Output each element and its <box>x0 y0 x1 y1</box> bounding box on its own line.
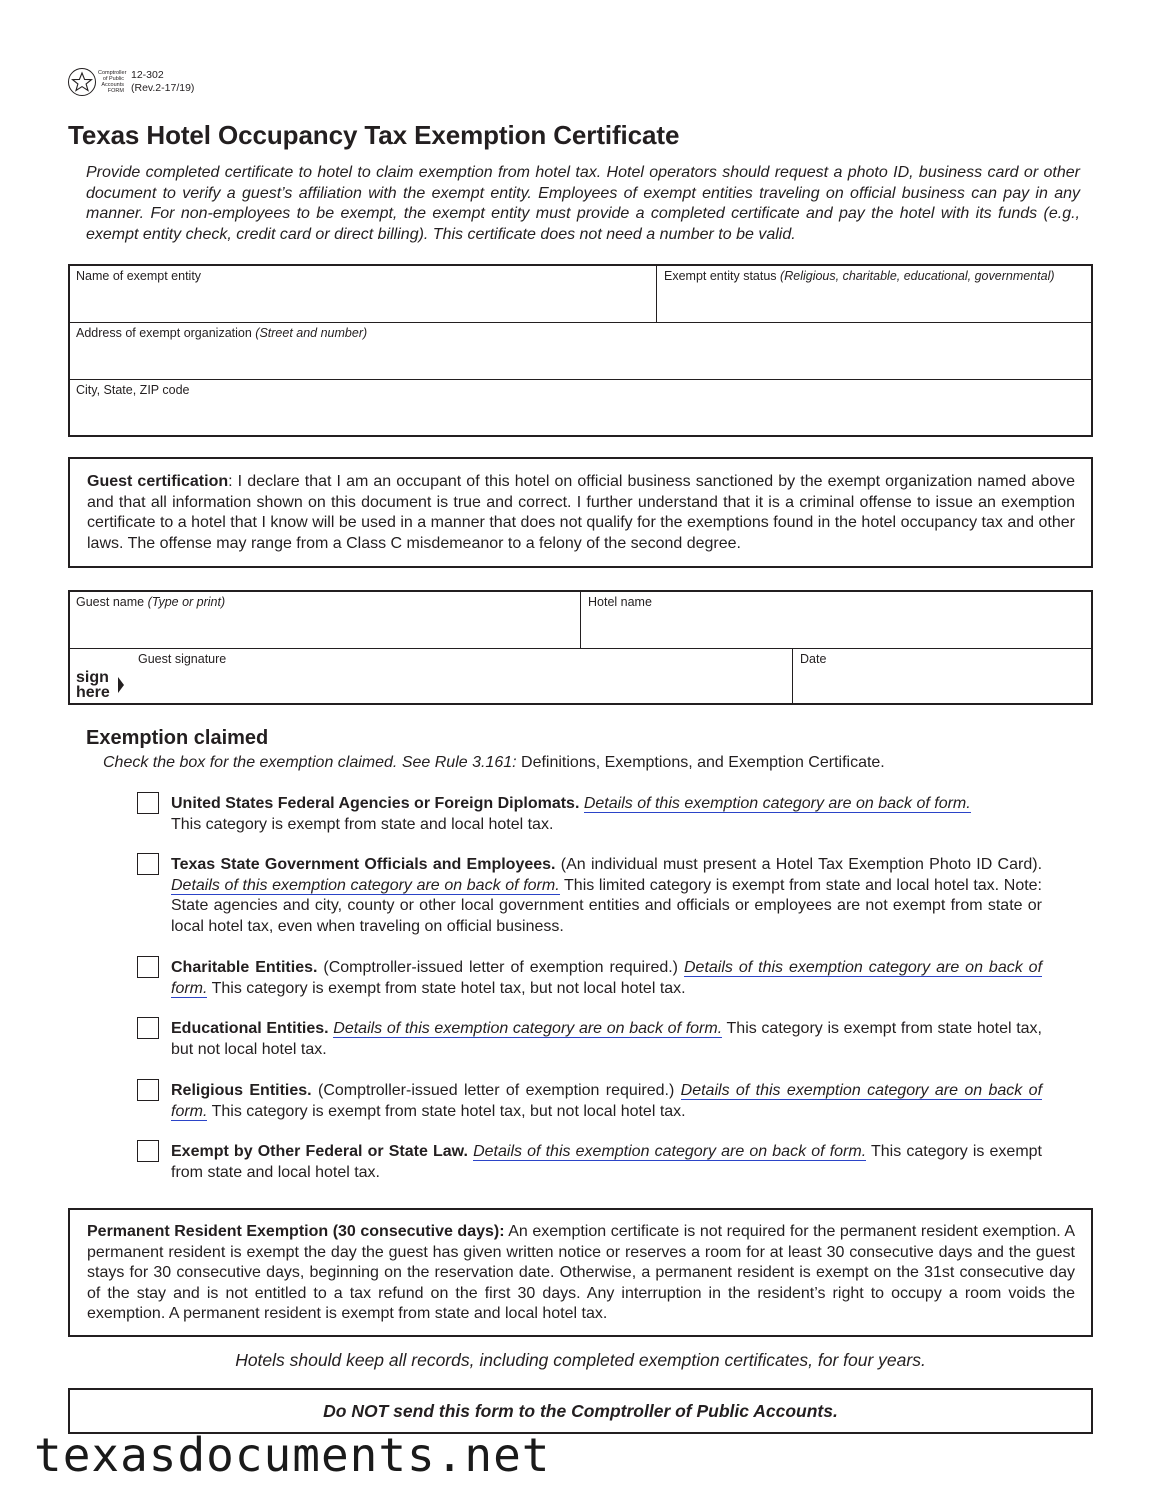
permanent-resident-text: An exemption certificate is not required for the permanent resident exemption. A permanent resident is exempt the day the guest has given written notice or reserves a room for at least 30 consecutive days and the guest stays for 30 consecutive days, beginning on the reservation date. Otherwise, a permanent resident is exempt on the 31st consecutive day of the stay and is not entitled to a tax refund on the first 30 days. Any interruption in the resident’s right to occupy a room voids the exemption. A permanent resident is exempt from state and local hotel tax. <box>87 1223 1076 1323</box>
watermark: texasdocuments.net <box>34 1428 551 1482</box>
sign-here-marker: sign here <box>76 669 110 701</box>
date-label: Date <box>800 652 827 666</box>
exemption-item-educational: Educational Entities. Details of this exemption category are on back of form. This category is exempt from state hotel tax, but not local hotel tax. <box>171 1020 1042 1058</box>
page-title: Texas Hotel Occupancy Tax Exemption Certificate <box>68 120 680 150</box>
exemption-checkbox-religious[interactable] <box>137 1079 159 1101</box>
do-not-send-notice: Do NOT send this form to the Comptroller of Public Accounts. <box>68 1388 1093 1434</box>
guest-certification-text: : I declare that I am an occupant of this hotel on official business sanctioned by the exempt organization named above and that all information shown on this document is true and correct. I further understand that it is a criminal offense to issue an exemption certificate to a hotel that I know will be used in a manner that does not qualify for the exemptions found in the hotel occupancy tax and other laws. The offense may range from a Class C misdemeanor to a felony of the second degree. <box>87 473 1075 552</box>
form-number-value: 12-302 <box>131 69 164 81</box>
details-link-texas-state[interactable]: Details of this exemption category are on back of form. <box>171 876 560 894</box>
exemption-item-texas-state: Texas State Government Officials and Employees. (An individual must present a Hotel Tax Exemption Photo ID Card). Details of this exemption category are on back of form. This limited category is exempt from state and local hotel tax. Note: State agencies and city, county or other local government entities and officials or employees are not exempt from state or local hotel tax, even when traveling on official business. <box>171 856 1043 935</box>
exempt-org-address-label: Address of exempt organization (Street and number) <box>76 326 368 340</box>
exempt-entity-name-field[interactable] <box>70 266 657 323</box>
guest-signature-field[interactable] <box>70 649 793 703</box>
form-number <box>131 69 194 95</box>
exemption-checkbox-charitable[interactable] <box>137 956 159 978</box>
details-link-religious[interactable]: Details of this exemption category are on back of form. <box>171 1082 1043 1120</box>
permanent-resident-heading: Permanent Resident Exemption (30 consecutive days): <box>87 1223 505 1240</box>
sign-here-arrow-icon <box>118 677 124 693</box>
exemption-checkbox-texas-state[interactable] <box>137 853 159 875</box>
exempt-org-address-field[interactable] <box>70 323 1091 380</box>
comptroller-seal-icon <box>68 68 96 96</box>
exemption-item-charitable: Charitable Entities. (Comptroller-issued letter of exemption required.) Details of this exemption category are on back of form. This category is exempt from state hotel tax, but not local hotel tax. <box>171 959 1043 997</box>
city-state-zip-label: City, State, ZIP code <box>76 383 190 397</box>
exemption-checkbox-other-law[interactable] <box>137 1140 159 1162</box>
exemption-item-religious: Religious Entities. (Comptroller-issued letter of exemption required.) Details of this exemption category are on back of form. This category is exempt from state hotel tax, but not local hotel tax. <box>171 1082 1043 1120</box>
exemption-item-other-law: Exempt by Other Federal or State Law. Details of this exemption category are on back of form. This category is exempt from state and local hotel tax. <box>171 1143 1042 1181</box>
exempt-entity-status-label: Exempt entity status (Religious, charitable, educational, governmental) <box>664 269 1055 283</box>
hotel-name-label: Hotel name <box>588 595 652 609</box>
exemption-instruction: Check the box for the exemption claimed. See Rule 3.161: Definitions, Exemptions, and Exemption Certificate. <box>103 754 885 771</box>
seal-caption: Comptroller of Public Accounts FORM <box>98 70 127 94</box>
guest-name-label: Guest name (Type or print) <box>76 595 226 609</box>
details-link-other-law[interactable]: Details of this exemption category are on back of form. <box>473 1143 867 1160</box>
hotel-name-field[interactable] <box>581 592 1091 649</box>
form-revision: (Rev.2-17/19) <box>131 82 195 94</box>
guest-signature-label: Guest signature <box>138 652 227 666</box>
exemption-checkbox-federal[interactable] <box>137 792 159 814</box>
guest-certification <box>68 457 1093 568</box>
details-link-educational[interactable]: Details of this exemption category are on back of form. <box>333 1020 723 1037</box>
exemption-item-federal: United States Federal Agencies or Foreign Diplomats. Details of this exemption category are on back of form. This category is exempt from state and local hotel tax. <box>171 795 971 833</box>
guest-info-box <box>68 590 1093 705</box>
exemption-heading: Exemption claimed <box>86 727 269 749</box>
details-link-charitable[interactable]: Details of this exemption category are on back of form. <box>171 959 1043 997</box>
details-link-federal[interactable]: Details of this exemption category are on back of form. <box>583 795 971 812</box>
entity-info-box <box>68 264 1093 437</box>
city-state-zip-field[interactable] <box>70 380 1091 435</box>
exempt-entity-name-label: Name of exempt entity <box>76 269 202 283</box>
exemption-checkbox-educational[interactable] <box>137 1017 159 1039</box>
date-field[interactable] <box>793 649 1091 703</box>
guest-name-field[interactable] <box>70 592 581 649</box>
permanent-resident-exemption <box>68 1208 1093 1337</box>
records-note: Hotels should keep all records, including completed exemption certificates, for four years. <box>235 1350 926 1370</box>
guest-certification-heading: Guest certification <box>87 473 229 490</box>
intro-text: Provide completed certificate to hotel to claim exemption from hotel tax. Hotel operators should request a photo ID, business card or other document to verify a guest’s affiliation with the exempt entity. Employees of exempt entities traveling on official business can pay in any manner. For non-employees to be exempt, the exempt entity must provide a completed certificate and pay the hotel with its funds (e.g., exempt entity check, credit card or direct billing). This certificate does not need a number to be valid. <box>86 164 1080 243</box>
exempt-entity-status-field[interactable] <box>657 266 1091 323</box>
